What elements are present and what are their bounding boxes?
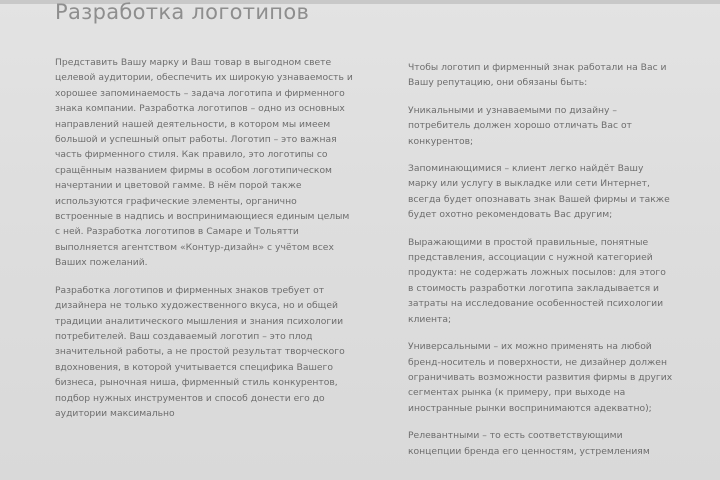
right-paragraph-1: Чтобы логотип и фирменный знак работали на Вас и Вашу репутацию, они обязаны быть: <box>408 62 667 89</box>
right-column <box>408 60 673 471</box>
right-paragraph-3: Запоминающимися – клиент легко найдёт Вашу марку или услугу в выкладке или сети Интернет, всегда будет опознавать знак Вашей фирмы и также будет охотно рекомендовать Вас другим; <box>408 163 670 221</box>
right-paragraph-6: Релевантными – то есть соответствующими концепции бренда его ценностям, устремлениям <box>408 430 650 457</box>
right-paragraph-4: Выражающими в простой правильные, понятные представления, ассоциации с нужной категорией продукта: не содержать ложных посылов: для этого в стоимость разработки логотипа закладывается и затраты на исследование особенностей психологии клиента; <box>408 236 666 325</box>
right-paragraph-2: Уникальными и узнаваемыми по дизайну – потребитель должен хорошо отличать Вас от конкурентов; <box>408 104 632 147</box>
right-paragraph-5: Универсальными – их можно применять на любой бренд-носитель и поверхности, не дизайнер должен ограничивать возможности развития фирмы в других сегментах рынка (к примеру, при выходе на иностранные рынки воспринимаются адекватно); <box>408 341 673 414</box>
left-column <box>55 55 355 433</box>
left-paragraph-2: Разработка логотипов и фирменных знаков требует от дизайнера не только художественного вкуса, но и общей традиции аналитического мышления и знания психологии потребителей. Ваш создаваемый логотип – это плод значительной работы, а не простой результат творческого вдохновения, в которой учитывается специфика Вашего бизнеса, рыночная ниша, фирменный стиль конкурентов, подбор нужных инструментов и способ донести его до аудитории максимально <box>55 284 345 419</box>
left-paragraph-1: Представить Вашу марку и Ваш товар в выгодном свете целевой аудитории, обеспечить их широкую узнаваемость и хорошее запоминаемость – задача логотипа и фирменного знака компании. Разработка логотипов – одно из основных направлений нашей деятельности, в котором мы имеем большой и успешный опыт работы. Логотип – это важная часть фирменного стиля. Как правило, это логотипы со сращённым названием фирмы в особом логотипическом начертании и цветовой гамме. В нём порой также используются графические элементы, органично встроенные в надпись и воспринимающиеся единым целым с ней. Разработка логотипов в Самаре и Тольятти выполняется агентством «Контур-дизайн» с учётом всех Ваших пожеланий. <box>55 57 353 269</box>
page-title: Разработка логотипов <box>55 0 310 24</box>
